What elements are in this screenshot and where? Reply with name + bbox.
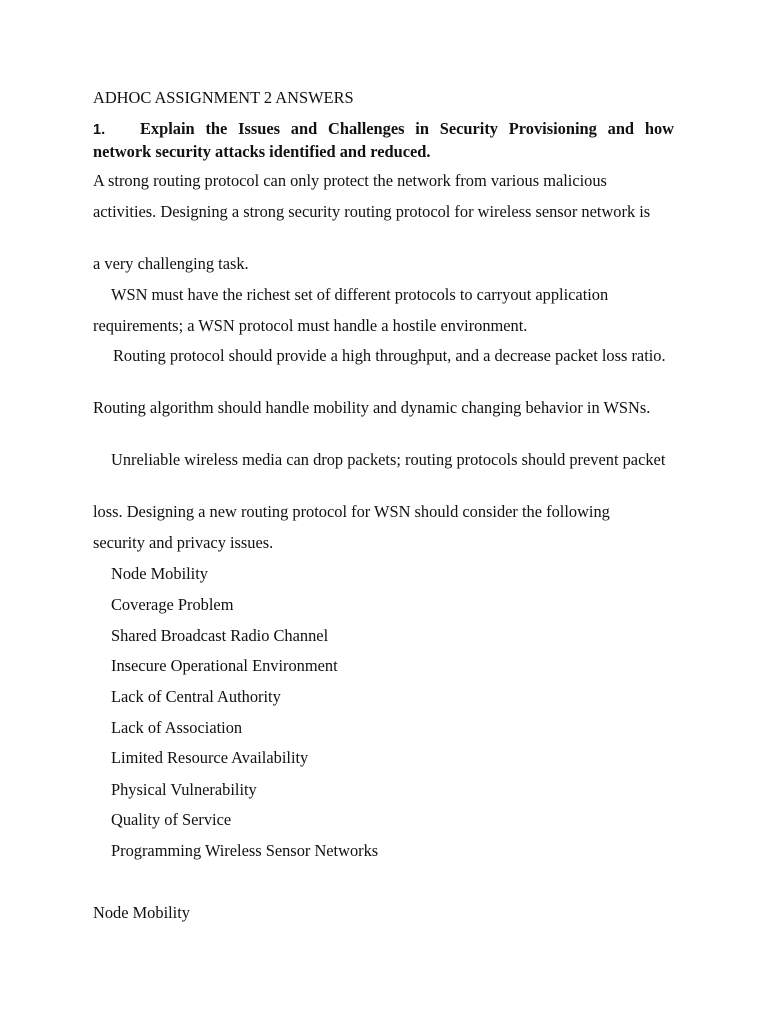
paragraph-5-line-1 xyxy=(93,449,674,470)
document-page xyxy=(93,0,674,1024)
list-item: Lack of Association xyxy=(111,718,243,737)
question-number: 1. xyxy=(93,122,106,138)
question-text: Explain the Issues and Challenges in Security Provisioning and how network security attacks identified and reduced. xyxy=(93,119,674,161)
paragraph-1-line-1: A strong routing protocol can only protect the network from various malicious xyxy=(93,171,607,190)
paragraph-3-text: Routing protocol should provide a high throughput, and a decrease packet loss ratio. xyxy=(113,346,666,365)
list-item: Shared Broadcast Radio Channel xyxy=(111,626,329,645)
list-item: Lack of Central Authority xyxy=(111,687,281,706)
paragraph-5-text: Unreliable wireless media can drop packets; routing protocols should prevent packet xyxy=(111,450,666,469)
paragraph-2-line-2: requirements; a WSN protocol must handle a hostile environment. xyxy=(93,316,528,335)
document-title: ADHOC ASSIGNMENT 2 ANSWERS xyxy=(93,88,354,107)
paragraph-3 xyxy=(93,345,674,366)
list-item: Programming Wireless Sensor Networks xyxy=(111,841,379,860)
list-item: Limited Resource Availability xyxy=(111,748,309,767)
paragraph-5-line-2: loss. Designing a new routing protocol for WSN should consider the following xyxy=(93,502,610,521)
paragraph-1-line-3: a very challenging task. xyxy=(93,254,249,273)
paragraph-5-line-3: security and privacy issues. xyxy=(93,533,274,552)
list-item: Quality of Service xyxy=(111,810,232,829)
paragraph-4: Routing algorithm should handle mobility and dynamic changing behavior in WSNs. xyxy=(93,398,651,417)
paragraph-2-line-1: WSN must have the richest set of different protocols to carryout application xyxy=(111,285,609,304)
list-item: Physical Vulnerability xyxy=(111,780,257,799)
list-item: Node Mobility xyxy=(111,564,208,583)
list-item: Insecure Operational Environment xyxy=(111,656,338,675)
paragraph-1-line-2: activities. Designing a strong security routing protocol for wireless sensor network is xyxy=(93,202,651,221)
list-item: Coverage Problem xyxy=(111,595,234,614)
question-heading xyxy=(93,118,674,162)
section-heading: Node Mobility xyxy=(93,903,190,922)
